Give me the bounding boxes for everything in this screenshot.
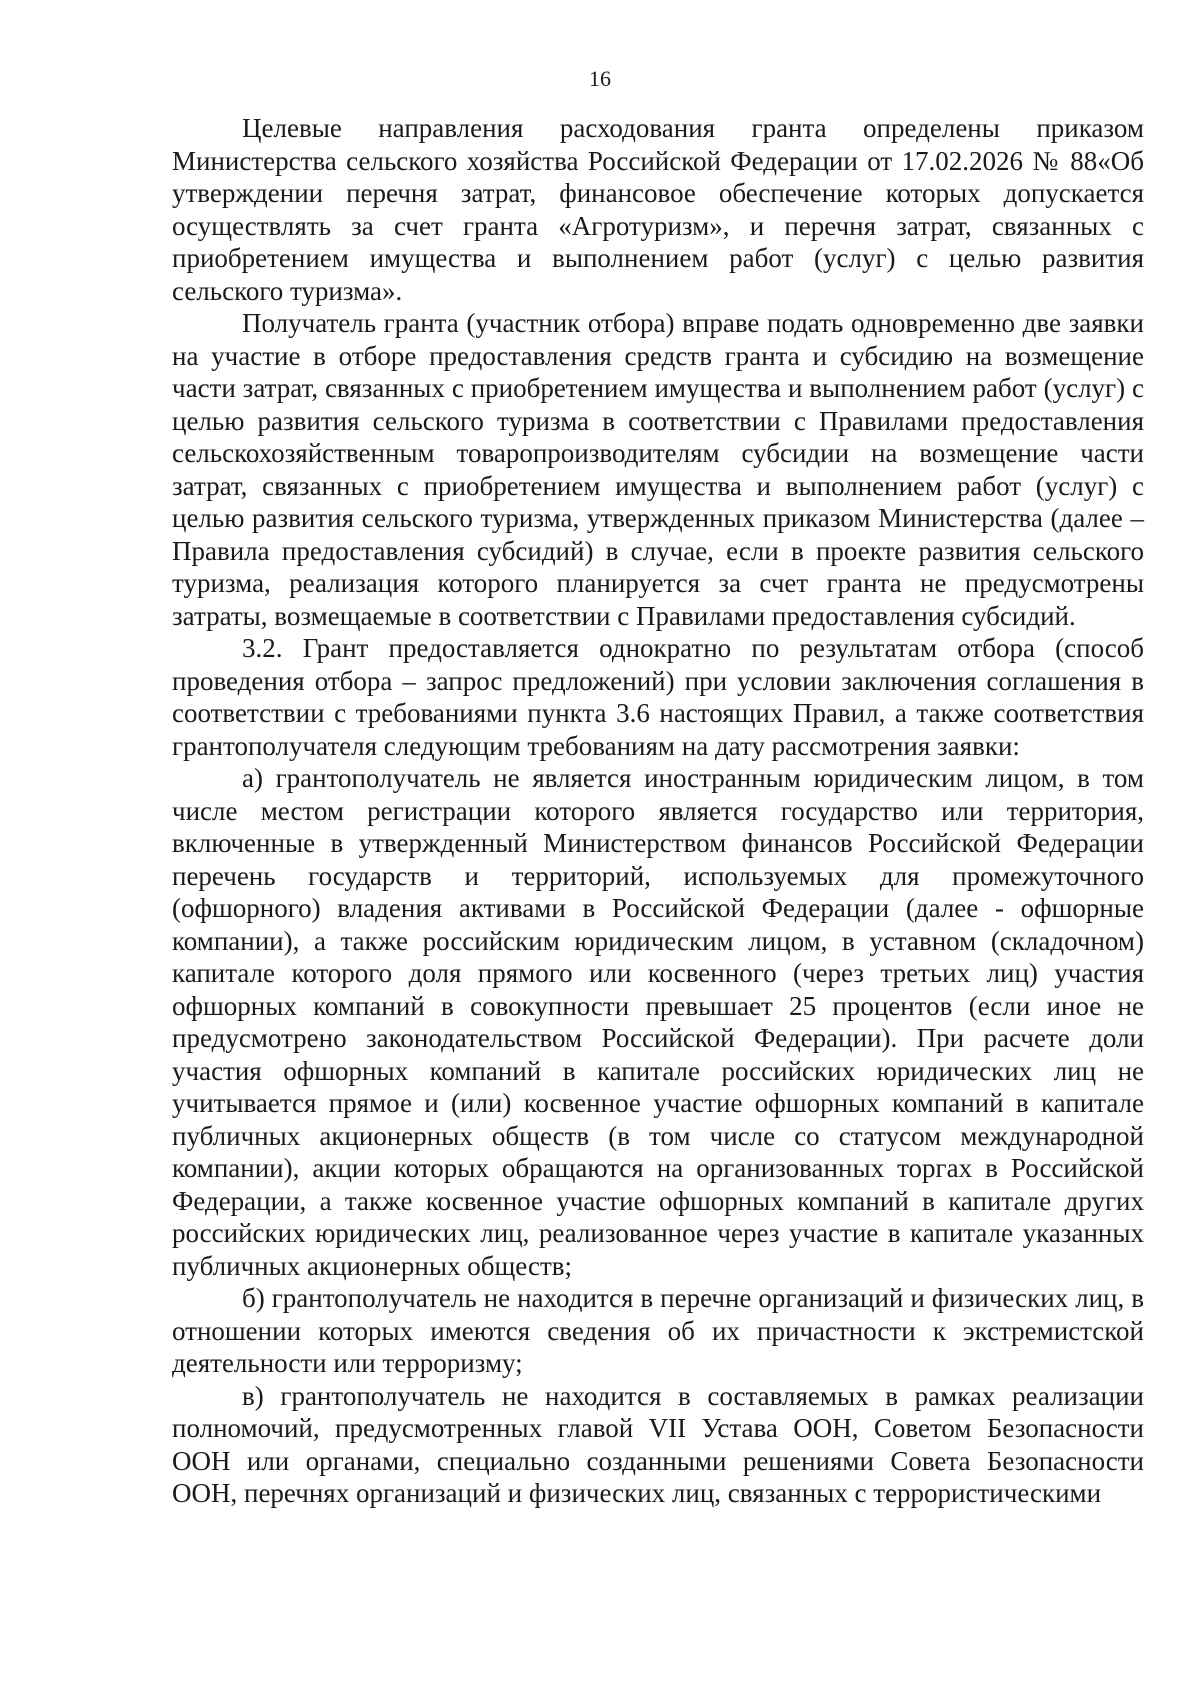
paragraph-target-directions: Целевые направления расходования гранта определены приказом Министерства сельского хозяйства Российской Федерации от 17.02.2026 № 88«Об утверждении перечня затрат, финансовое обеспечение которых допускается осуществлять за счет гранта «Агротуризм», и перечня затрат, связанных с приобретением имущества и выполнением работ (услуг) с целью развития сельского туризма». [172, 113, 1144, 306]
paragraph-requirement-v: в) грантополучатель не находится в составляемых в рамках реализации полномочий, предусмотренных главой VII Устава ООН, Советом Безопасности ООН или органами, специально созданными решениями Совета Безопасности ООН, перечнях организаций и физических лиц, связанных с террористическими [172, 1380, 1144, 1508]
paragraph-requirement-a: а) грантополучатель не является иностранным юридическим лицом, в том числе местом регистрации которого является государство или территория, включенные в утвержденный Министерством финансов Российской Федерации перечень государств и территорий, используемых для промежуточного (офшорного) владения активами в Российской Федерации (далее - офшорные компании), а также российским юридическим лицом, в уставном (складочном) капитале которого доля прямого или косвенного (через третьих лиц) участия офшорных компаний в совокупности превышает 25 процентов (если иное не предусмотрено законодательством Российской Федерации). При расчете доли участия офшорных компаний в капитале российских юридических лиц не учитывается прямое и (или) косвенное участие офшорных компаний в капитале публичных акционерных обществ (в том числе со статусом международной компании), акции которых обращаются на организованных торгах в Российской Федерации, а также косвенное участие офшорных компаний в капитале других российских юридических лиц, реализованное через участие в капитале указанных публичных акционерных обществ; [172, 763, 1144, 1281]
document-body [172, 112, 1144, 1510]
paragraph-two-applications: Получатель гранта (участник отбора) вправе подать одновременно две заявки на участие в отборе предоставления средств гранта и субсидию на возмещение части затрат, связанных с приобретением имущества и выполнением работ (услуг) с целью развития сельского туризма в соответствии с Правилами предоставления сельскохозяйственным товаропроизводителям субсидии на возмещение части затрат, связанных с приобретением имущества и выполнением работ (услуг) с целью развития сельского туризма, утвержденных приказом Министерства (далее – Правила предоставления субсидий) в случае, если в проекте развития сельского туризма, реализация которого планируется за счет гранта не предусмотрены затраты, возмещаемые в соответствии с Правилами предоставления субсидий. [172, 308, 1144, 631]
paragraph-3-2-grant-conditions: 3.2. Грант предоставляется однократно по результатам отбора (способ проведения отбора – запрос предложений) при условии заключения соглашения в соответствии с требованиями пункта 3.6 настоящих Правил, а также соответствия грантополучателя следующим требованиям на дату рассмотрения заявки: [172, 633, 1144, 761]
paragraph-requirement-b: б) грантополучатель не находится в перечне организаций и физических лиц, в отношении которых имеются сведения об их причастности к экстремистской деятельности или терроризму; [172, 1283, 1144, 1378]
page-number: 16 [589, 66, 611, 91]
